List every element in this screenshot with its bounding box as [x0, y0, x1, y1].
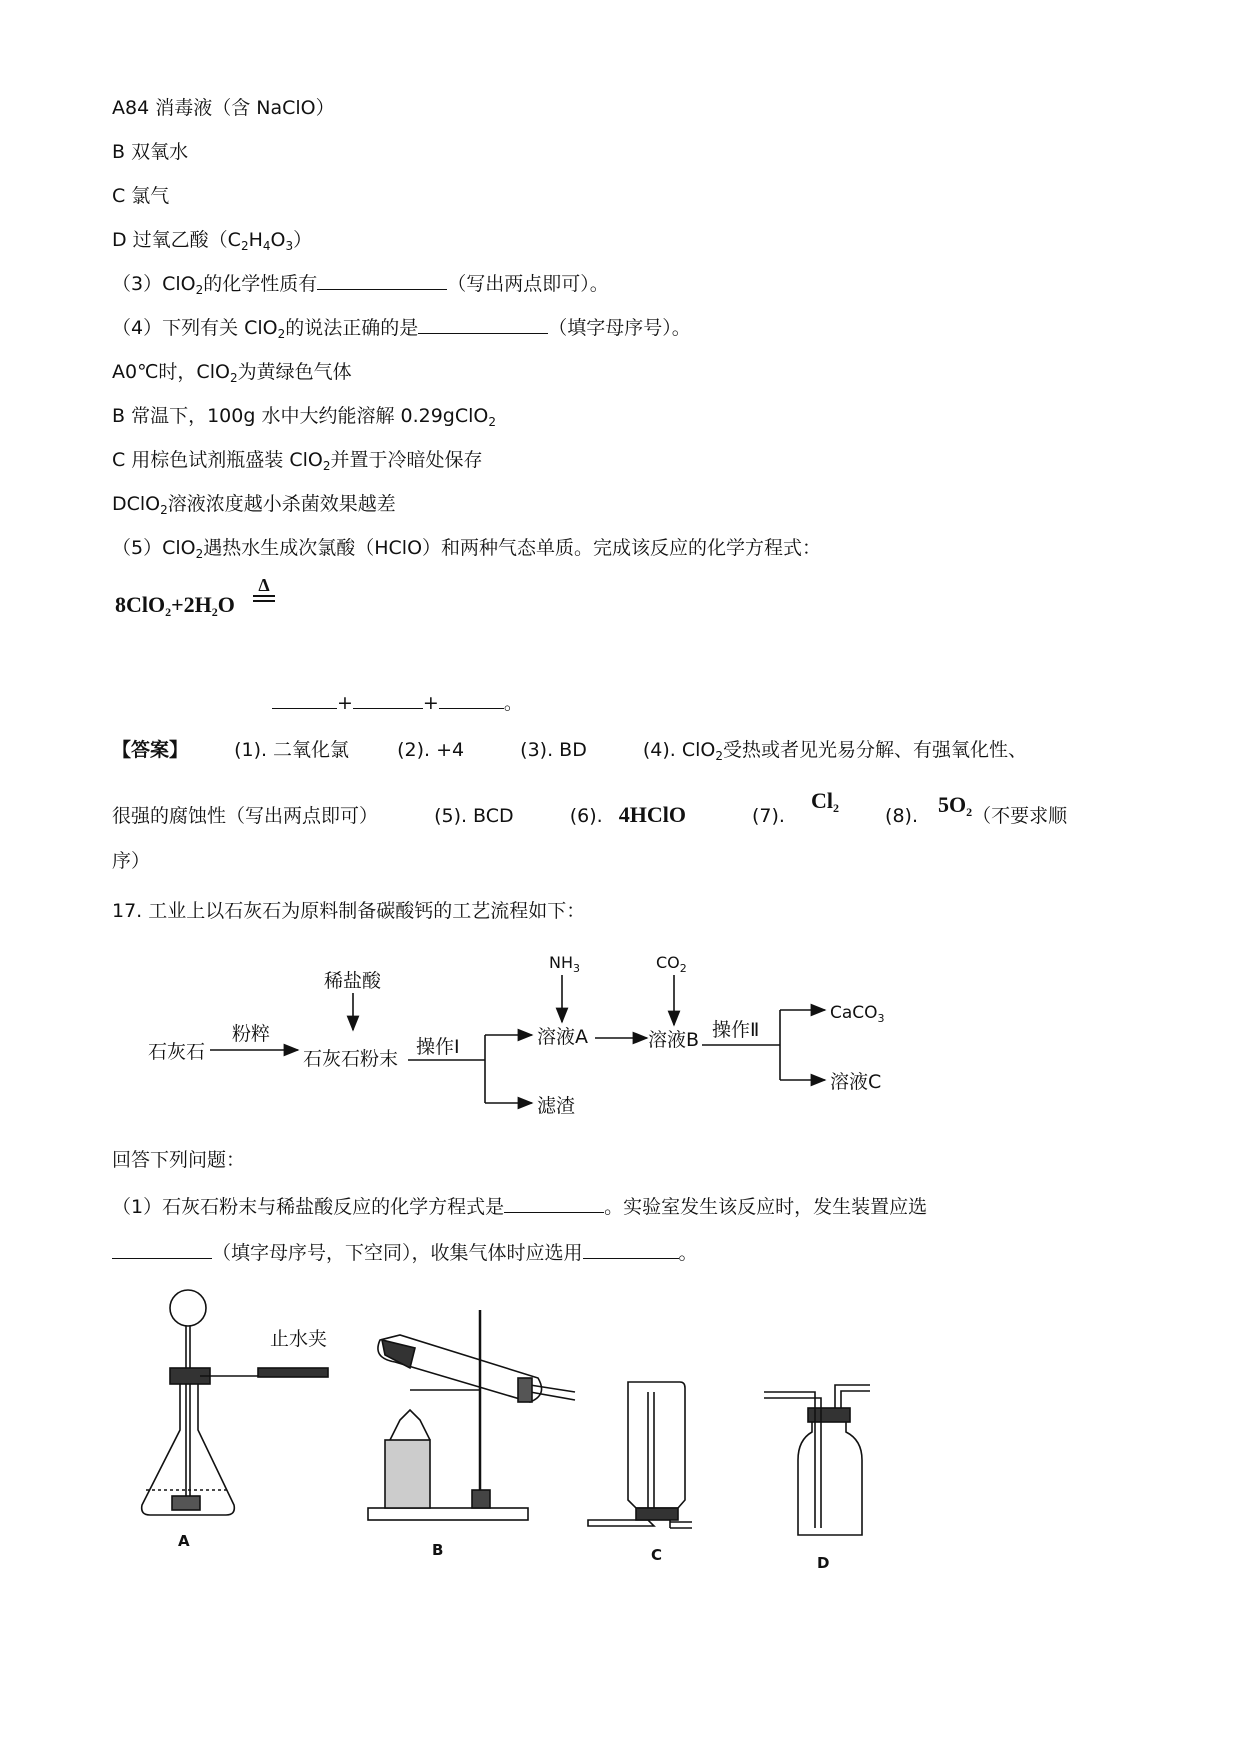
apparatus-c-label: C [651, 1546, 663, 1564]
flow-co2: $CO_2$ [656, 953, 687, 975]
question-3: （3）ClO$_2$的化学性质有 （写出两点即可）。 [112, 273, 609, 297]
flow-op2: 操作Ⅱ [712, 1019, 760, 1041]
flow-nh3: $NH_3$ [549, 953, 580, 975]
q4-option-d: DClO$_2$溶液浓度越小杀菌效果越差 [112, 493, 396, 517]
apparatus-a [142, 1290, 328, 1515]
apparatus-b [368, 1310, 575, 1520]
flow-solution-c: 溶液C [830, 1071, 882, 1093]
condition-heat: Δ [253, 575, 275, 602]
apparatus-blank[interactable] [112, 1240, 212, 1259]
apparatus-d [764, 1385, 870, 1535]
flow-powder: 石灰石粉末 [303, 1048, 399, 1070]
option-d: D 过氧乙酸$(C_2H_4O_3)$ [112, 229, 313, 253]
flow-solution-a: 溶液A [537, 1026, 588, 1048]
equation-products: + + 。 [272, 690, 523, 716]
flow-op1: 操作Ⅰ [416, 1036, 460, 1058]
question-17-1-line1: （1）石灰石粉末与稀盐酸反应的化学方程式是 。实验室发生该反应时，发生装置应选 [112, 1196, 928, 1218]
flow-solution-b: 溶液B [648, 1029, 700, 1051]
flow-residue: 滤渣 [537, 1095, 576, 1117]
apparatus-d-label: D [817, 1554, 830, 1572]
flow-caco3: CaCO$_3$ [830, 1003, 885, 1025]
collection-blank[interactable] [583, 1240, 679, 1259]
clamp-label: 止水夹 [270, 1328, 328, 1350]
q4-option-c: C 用棕色试剂瓶盛装 ClO$_2$并置于冷暗处保存 [112, 449, 483, 473]
question-5: （5）ClO$_2$遇热水生成次氯酸（HClO）和两种气态单质。完成该反应的化学方程式： [112, 537, 822, 561]
question-17-title: 17. 工业上以石灰石为原料制备碳酸钙的工艺流程如下： [112, 900, 586, 922]
equation-blank[interactable] [504, 1194, 604, 1213]
apparatus-c [588, 1382, 692, 1528]
question-4: （4）下列有关 ClO$_2$的说法正确的是 （填字母序号）。 [112, 317, 691, 341]
equation-lhs: $8ClO_2+2H_2O$ [115, 592, 235, 619]
answer-line-3: 序） [112, 850, 151, 872]
option-b: B 双氧水 [112, 141, 189, 163]
apparatus-a-label: A [178, 1532, 190, 1550]
apparatus-b-label: B [432, 1541, 444, 1559]
option-c: C 氯气 [112, 185, 170, 207]
flow-limestone: 石灰石 [148, 1041, 206, 1063]
option-a: A84 消毒液（含 NaClO） [112, 97, 335, 119]
answer-line-2: 很强的腐蚀性（写出两点即可） (5). BCD (6). 4HClO (7). $Cl_2$ (8). $5O_2$（不要求顺 [112, 788, 1068, 827]
answer-line-1: 【答案】 (1). 二氧化氯 (2). +4 (3). BD (4). ClO$_2$受热或者见光易分解、有强氧化性、 [112, 739, 1028, 763]
question-17-1-line2: （填字母序号，下空同），收集气体时应选用 。 [112, 1240, 698, 1266]
q4-option-b: B 常温下，100g 水中大约能溶解 0.29gClO$_2$ [112, 405, 496, 429]
answer-prompt: 回答下列问题： [112, 1149, 246, 1171]
q4-option-a: A0℃时，ClO$_2$为黄绿色气体 [112, 361, 352, 385]
flow-grind: 粉粹 [232, 1023, 271, 1045]
flow-acid: 稀盐酸 [324, 970, 382, 992]
